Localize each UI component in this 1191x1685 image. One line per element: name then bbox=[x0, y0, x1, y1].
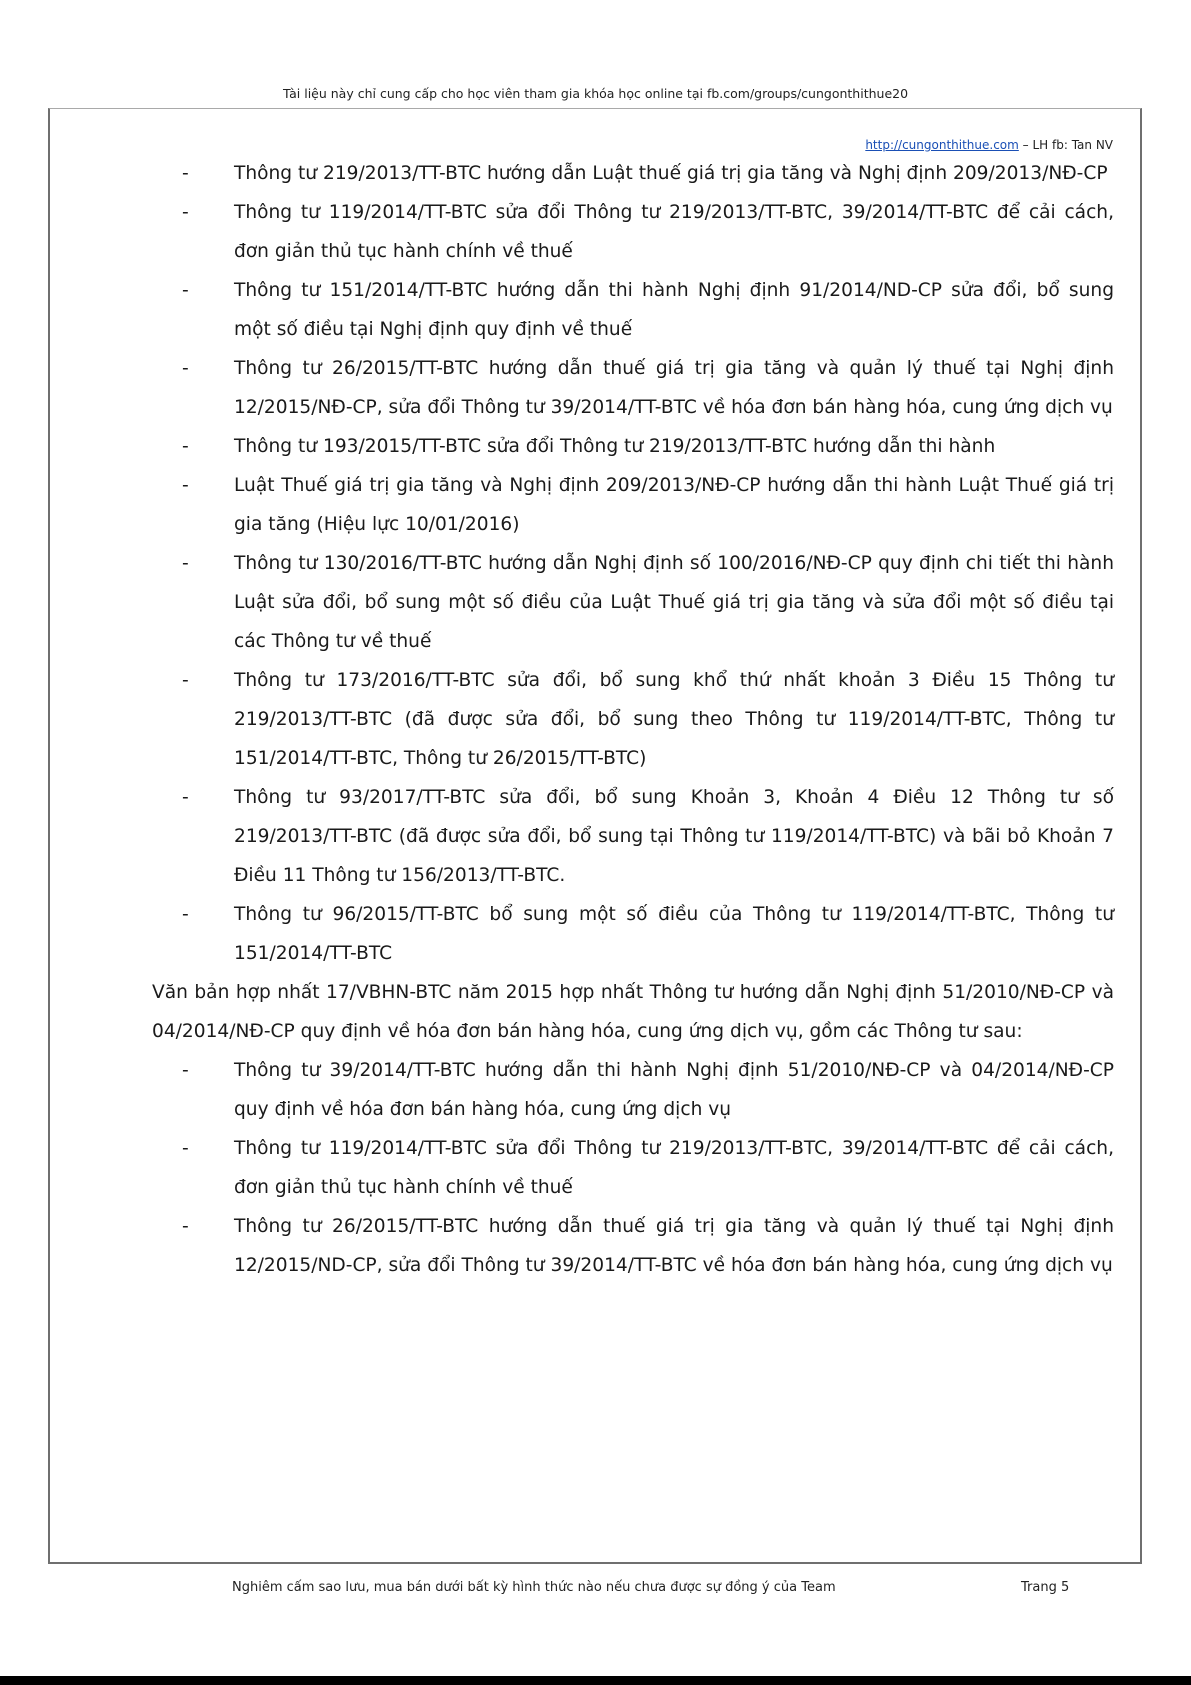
list-item: - Thông tư 173/2016/TT-BTC sửa đổi, bổ sung khổ thứ nhất khoản 3 Điều 15 Thông tư 219/2013/TT-BTC (đã được sửa đổi, bổ sung theo Thông tư 119/2014/TT-BTC, Thông tư 151/2014/TT-BTC, Thông tư 26/2015/TT-BTC) bbox=[234, 661, 1114, 778]
list-item: - Thông tư 219/2013/TT-BTC hướng dẫn Luật thuế giá trị gia tăng và Nghị định 209/2013/NĐ-CP bbox=[234, 154, 1114, 193]
list-item: - Thông tư 93/2017/TT-BTC sửa đổi, bổ sung Khoản 3, Khoản 4 Điều 12 Thông tư số 219/2013/TT-BTC (đã được sửa đổi, bổ sung tại Thông tư 119/2014/TT-BTC) và bãi bỏ Khoản 7 Điều 11 Thông tư 156/2013/TT-BTC. bbox=[234, 778, 1114, 895]
consolidated-text-paragraph: Văn bản hợp nhất 17/VBHN-BTC năm 2015 hợp nhất Thông tư hướng dẫn Nghị định 51/2010/NĐ-CP và 04/2014/NĐ-CP quy định về hóa đơn bán hàng hóa, cung ứng dịch vụ, gồm các Thông tư sau: bbox=[152, 982, 1114, 1042]
scan-edge bbox=[0, 1676, 1191, 1685]
contact-text: – LH fb: Tan NV bbox=[1018, 138, 1113, 152]
list-item: - Thông tư 26/2015/TT-BTC hướng dẫn thuế giá trị gia tăng và quản lý thuế tại Nghị định 12/2015/NĐ-CP, sửa đổi Thông tư 39/2014/TT-BTC về hóa đơn bán hàng hóa, cung ứng dịch vụ bbox=[234, 349, 1114, 427]
list-item: - Thông tư 193/2015/TT-BTC sửa đổi Thông tư 219/2013/TT-BTC hướng dẫn thi hành bbox=[234, 427, 1114, 466]
circular-list-vat bbox=[152, 154, 1114, 973]
list-item: - Thông tư 151/2014/TT-BTC hướng dẫn thi hành Nghị định 91/2014/ND-CP sửa đổi, bổ sung một số điều tại Nghị định quy định về thuế bbox=[234, 271, 1114, 349]
header-note: Tài liệu này chỉ cung cấp cho học viên tham gia khóa học online tại fb.com/groups/cungonthithue20 bbox=[282, 86, 909, 101]
list-item: - Thông tư 96/2015/TT-BTC bổ sung một số điều của Thông tư 119/2014/TT-BTC, Thông tư 151/2014/TT-BTC bbox=[234, 895, 1114, 973]
list-item: - Thông tư 130/2016/TT-BTC hướng dẫn Nghị định số 100/2016/NĐ-CP quy định chi tiết thi hành Luật sửa đổi, bổ sung một số điều của Luật Thuế giá trị gia tăng và sửa đổi một số điều tại các Thông tư về thuế bbox=[234, 544, 1114, 661]
site-link[interactable]: http://cungonthithue.com bbox=[865, 138, 1019, 152]
list-item: - Luật Thuế giá trị gia tăng và Nghị định 209/2013/NĐ-CP hướng dẫn thi hành Luật Thuế giá trị gia tăng (Hiệu lực 10/01/2016) bbox=[234, 466, 1114, 544]
circular-list-invoice bbox=[152, 1051, 1114, 1285]
list-item: - Thông tư 119/2014/TT-BTC sửa đổi Thông tư 219/2013/TT-BTC, 39/2014/TT-BTC để cải cách, đơn giản thủ tục hành chính về thuế bbox=[234, 193, 1114, 271]
list-item: - Thông tư 119/2014/TT-BTC sửa đổi Thông tư 219/2013/TT-BTC, 39/2014/TT-BTC để cải cách, đơn giản thủ tục hành chính về thuế bbox=[234, 1129, 1114, 1207]
site-line bbox=[865, 138, 1113, 152]
list-item: - Thông tư 39/2014/TT-BTC hướng dẫn thi hành Nghị định 51/2010/NĐ-CP và 04/2014/NĐ-CP quy định về hóa đơn bán hàng hóa, cung ứng dịch vụ bbox=[234, 1051, 1114, 1129]
document-body bbox=[152, 154, 1114, 1285]
page-number: Trang 5 bbox=[1021, 1580, 1070, 1595]
list-item: - Thông tư 26/2015/TT-BTC hướng dẫn thuế giá trị gia tăng và quản lý thuế tại Nghị định 12/2015/ND-CP, sửa đổi Thông tư 39/2014/TT-BTC về hóa đơn bán hàng hóa, cung ứng dịch vụ bbox=[234, 1207, 1114, 1285]
footer-note: Nghiêm cấm sao lưu, mua bán dưới bất kỳ hình thức nào nếu chưa được sự đồng ý của Team bbox=[232, 1580, 836, 1595]
